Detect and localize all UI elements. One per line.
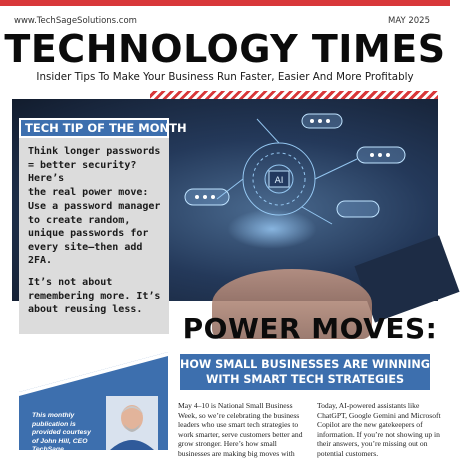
article-title: POWER MOVES: [182, 312, 438, 345]
tech-tip-paragraph-3: It’s not about remembering more. It’s about reusing less. [28, 277, 161, 316]
masthead-tagline: Insider Tips To Make Your Business Run Faster, Easier And More Profitably [36, 71, 414, 83]
issue-date: MAY 2025 [387, 16, 430, 26]
courtesy-note: This monthly publication is provided courtesy of John Hill, CEO TechSage [32, 412, 91, 453]
tech-tip-heading: TECH TIP OF THE MONTH [19, 118, 169, 138]
article-column-1: May 4–10 is National Small Business Week, so we’re celebrating the business leaders who use smart tech strategies to work smarter, serve customers better and grow stronger. Here’s how small businesses are making big moves with [178, 401, 303, 458]
masthead-title: TECHNOLOGY TIMES [4, 27, 446, 71]
hero-chip-label: AI [274, 176, 284, 186]
article-column-2: Today, AI-powered assistants like ChatGPT, Google Gemini and Microsoft Copilot are the new gatekeepers of information. If you’re not showing up in their answers, you’re missing out on potential customers. [317, 401, 441, 458]
tech-tip-paragraph-2: Use a password manager to create random, unique passwords for every site—then add 2FA. [28, 201, 161, 267]
tech-tip-paragraph-1: Think longer passwords = better security? Here’s the real power move: [28, 146, 161, 198]
author-photo [106, 396, 158, 450]
article-subtitle-box: HOW SMALL BUSINESSES ARE WINNING WITH SMART TECH STRATEGIES [180, 354, 430, 390]
website-url[interactable]: www.TechSageSolutions.com [14, 16, 137, 26]
